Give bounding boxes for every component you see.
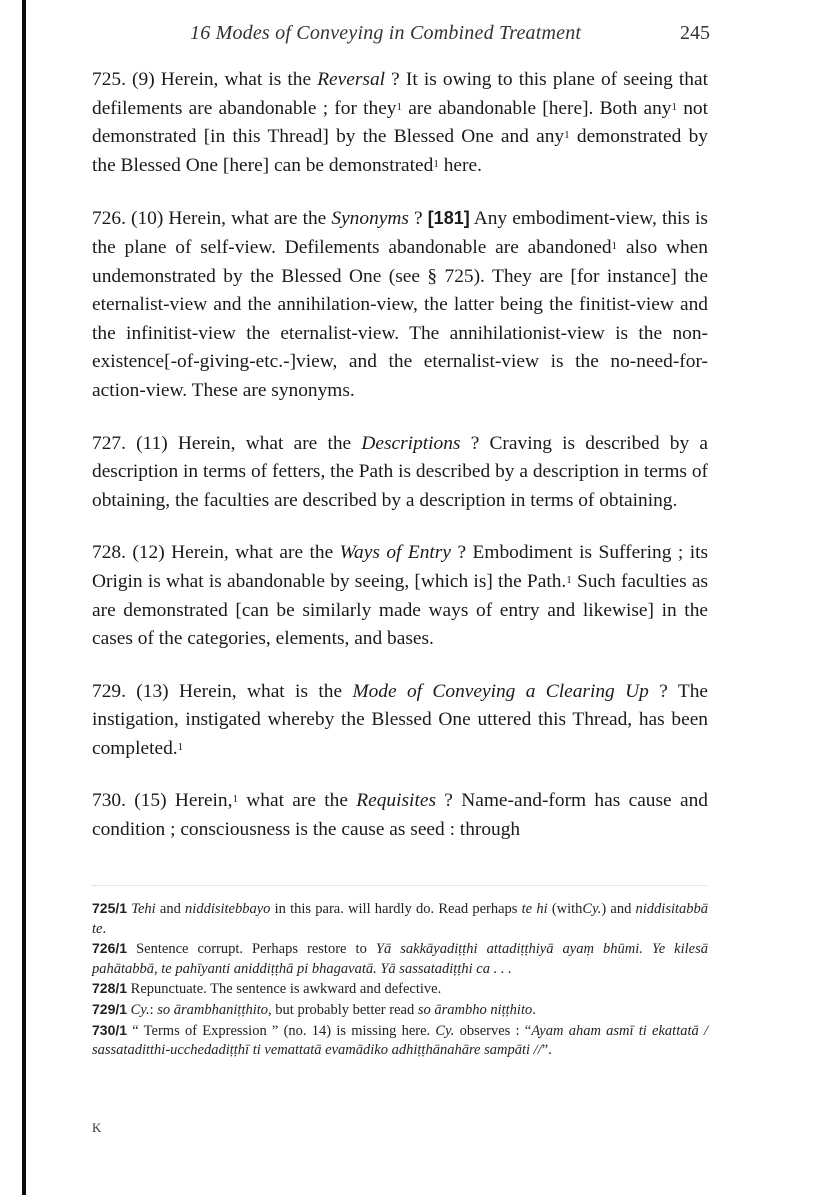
- running-head: [190, 22, 710, 45]
- para-number: 729. (13): [92, 680, 169, 702]
- footnote-728-1: 728/1 Repunctuate. The sentence is awkward and defective.: [92, 980, 442, 998]
- footnote-marker[interactable]: 1: [564, 129, 570, 142]
- page-reference: [181]: [427, 208, 470, 229]
- page-body: [92, 66, 708, 869]
- para-number: 725. (9): [92, 69, 155, 90]
- term: Requisites: [356, 790, 436, 812]
- paragraph-730: 730. (15) Herein,$^1$ what are the Requisites ? Name-and-form has cause and condition ; consciousness is the cause as seed : through: [92, 790, 708, 841]
- paragraph-727: 727. (11) Herein, what are the Descriptions ? Craving is described by a description in terms of fetters, the Path is described by a description in terms of obtaining, the faculties are described by a description in terms of obtaining.: [92, 432, 708, 511]
- signature-mark: K: [92, 1120, 102, 1135]
- footnote-marker[interactable]: 1: [396, 100, 402, 113]
- term: Reversal: [317, 69, 386, 90]
- footnotes: [92, 899, 708, 1061]
- footnote-ref: 728/1: [92, 980, 128, 997]
- para-number: 727. (11): [92, 432, 168, 454]
- footnote-marker[interactable]: 1: [566, 573, 572, 586]
- term: Mode of Conveying a Clearing Up: [352, 680, 649, 702]
- footnote-marker[interactable]: 1: [433, 157, 439, 170]
- para-number: 730. (15): [92, 790, 167, 812]
- footnote-ref: 726/1: [92, 940, 128, 957]
- footnote-726-1: 726/1 Sentence corrupt. Perhaps restore to Yā sakkāyadiṭṭhi attadiṭṭhiyā ayaṃ bhūmi. Ye kilesā pahātabbā, te pahīyanti aniddiṭṭhā pi bhagavatā. Yā sassatadiṭṭhi ca . . .: [92, 940, 709, 977]
- term: Synonyms: [331, 208, 409, 230]
- para-number: 728. (12): [92, 542, 165, 564]
- footnote-725-1: 725/1 Tehi and niddisitebbayo in this para. will hardly do. Read perhaps te hi (withCy.) and niddisitabbā te.: [92, 900, 709, 937]
- paragraph-725: 725. (9) Herein, what is the Reversal ? It is owing to this plane of seeing that defilements are abandonable ; for they$^1$ are abandonable [here]. Both any$^1$ not demonstrated [in this Thread] by the Blessed One and any$^1$ demonstrated by the Blessed One [here] can be demonstrated$^1$ here.: [92, 69, 708, 176]
- page-number: 245: [680, 22, 710, 44]
- footnote-ref: 729/1: [92, 1000, 128, 1017]
- paragraph-729: 729. (13) Herein, what is the Mode of Conveying a Clearing Up ? The instigation, instigated whereby the Blessed One uttered this Thread, has been completed.$^1$: [92, 680, 709, 759]
- paragraph-726: 726. (10) Herein, what are the Synonyms ? [181] Any embodiment-view, this is the plane of self-view. Defilements abandonable are abandoned$^1$ also when undemonstrated by the Blessed One (see § 725). They are [for instance] the eternalist-view and the annihilation-view, the latter being the finitist-view and the infinitist-view the eternalist-view. The annihilationist-view is the non-existence[-of-giving-etc.-]view, and the eternalist-view is the no-need-for-action-view. These are synonyms.: [92, 208, 708, 401]
- footnote-ref: 730/1: [92, 1021, 128, 1038]
- footnote-marker[interactable]: 1: [611, 239, 618, 252]
- term: Descriptions: [361, 432, 461, 454]
- footnote-marker[interactable]: 1: [177, 740, 184, 753]
- footnote-730-1: 730/1 “ Terms of Expression ” (no. 14) is missing here. Cy. observes : “Ayam aham asmī ti ekattatā / sassataditthi-ucchedadiṭṭhī ti vemattatā evamādiko adhiṭṭhānahāre sampāti //”.: [92, 1021, 709, 1059]
- footnote-rule: [92, 885, 708, 886]
- para-number: 726. (10): [92, 208, 164, 230]
- paragraph-728: 728. (12) Herein, what are the Ways of Entry ? Embodiment is Suffering ; its Origin is what is abandonable by seeing, [which is] the Path.$^1$ Such faculties as are demonstrated [can be similarly made ways of entry and likewise] in the cases of the categories, elements, and bases.: [92, 542, 709, 650]
- footnote-marker[interactable]: 1: [232, 793, 238, 806]
- footnote-ref: 725/1: [92, 900, 128, 916]
- term: Ways of Entry: [339, 542, 451, 564]
- footnote-marker[interactable]: 1: [671, 100, 677, 113]
- chapter-title: 16 Modes of Conveying in Combined Treatment: [190, 22, 582, 44]
- book-binding-edge: [22, 0, 26, 1195]
- footnote-729-1: 729/1 Cy.: so ārambhaniṭṭhito, but probably better read so ārambho niṭṭhito.: [92, 1000, 536, 1018]
